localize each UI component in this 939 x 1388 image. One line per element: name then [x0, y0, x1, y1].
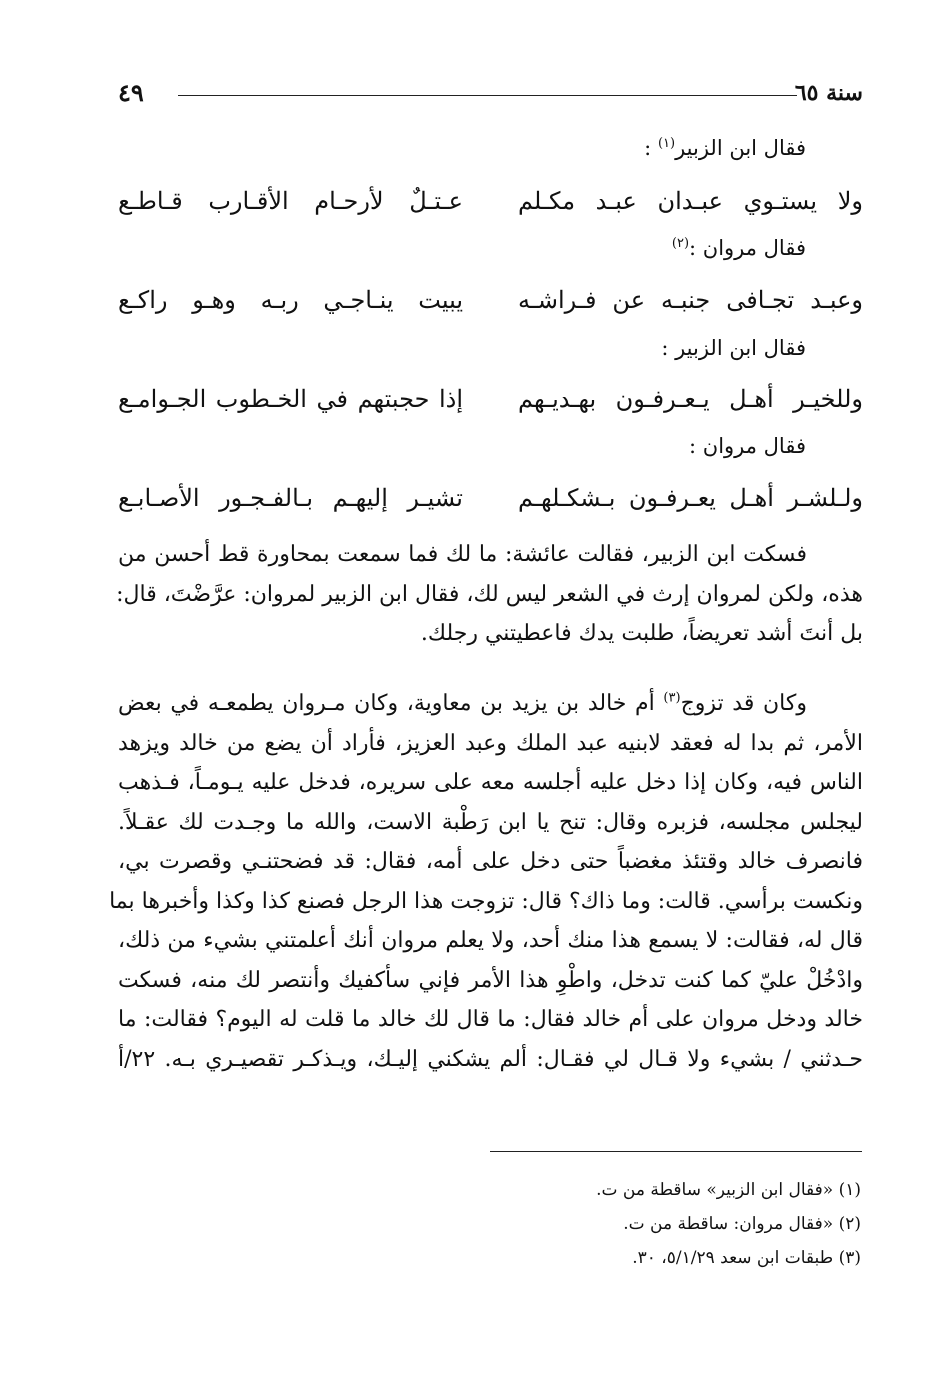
manuscript-folio-marker: ٢٢/أ: [118, 1046, 156, 1072]
footnote-ref: (٢): [671, 236, 690, 251]
footnote-rule: [490, 1151, 862, 1152]
footnote: (٢) «فقال مروان: ساقطة من ت.: [623, 1214, 861, 1234]
text-line: فانصرف خالد وقتئذ مغضباً حتى دخل على أمه، فقال: قد فضحتنـي وقصرت بي،: [118, 849, 863, 874]
speaker-line: فقال مروان :: [689, 434, 806, 458]
verse-line: [118, 187, 863, 231]
header-rule: [178, 95, 797, 96]
second-hemistich: تشيـر إليهـم بـالفـجـور الأصـابـع: [118, 484, 463, 512]
verse-line: [118, 286, 863, 330]
speaker-line: فقال مروان :$^{(٢)}$: [671, 236, 806, 260]
text-line: ونكست برأسي. قالت: وما ذاك؟ قال: تزوجت هذا الرجل فصنع كذا وكذا وأخبرها بما: [109, 888, 863, 914]
text-line: فسكت ابن الزبير، فقالت عائشة: ما لك فما سمعت بمحاورة قط أحسن من: [118, 542, 807, 567]
text-line: قال له، فقالت: لا يسمع هذا منك أحد، ولا يعلم مروان أنك أعلمتني بشيء من ذلك،: [118, 928, 863, 953]
footnote-ref: (١): [657, 136, 676, 151]
second-hemistich: يبيت ينـاجـي ربـه وهـو راكـع: [118, 286, 463, 314]
page-number: ٤٩: [118, 78, 144, 107]
text-line: حـدثني / بشيء ولا قـال لي فقـال: ألم يشكني إليـك، ويـذكـر تقصيـري بـه. ٢٢/أ: [118, 1040, 863, 1080]
text-line: وادْخُلْ عليّ كما كنت تدخل، واطْوِ هذا الأمر فإني سأكفيك وأنتصر لك منه، فسكت: [118, 967, 863, 993]
footnote-ref: (٣): [663, 690, 681, 706]
footnote: (٣) طبقات ابن سعد ٥/١/٢٩، ٣٠.: [632, 1248, 861, 1268]
text-line: وكان قد تزوج$^{(٣)}$ أم خالد بن يزيد بن معاوية، وكان مـروان يطمعـه في بعض: [118, 690, 807, 716]
paragraph: [109, 684, 863, 1079]
first-hemistich: وعبـد تجـافى جنبـه عن فـراشـه: [518, 286, 863, 314]
text-line: الأمر، ثم بدا له فعقد لابنيه عبد الملك وعبد العزيز، فأراد أن يضع من خالد ويزهد: [118, 730, 863, 756]
text-line: هذه، ولكن لمروان إرث في الشعر ليس لك، فقال ابن الزبير لمروان: عرَّضْتَ، قال:: [116, 581, 863, 607]
paragraph: [118, 535, 863, 654]
text-line: الناس فيه، وكان إذا دخل عليه أجلسه معه على سريره، فدخل عليه يـومـاً، فـذهب: [118, 770, 863, 795]
verse-line: [118, 385, 863, 429]
footnote: (١) «فقال ابن الزبير» ساقطة من ت.: [596, 1180, 861, 1200]
second-hemistich: إذا حجبتهم في الخـطوب الجـوامـع: [118, 385, 463, 413]
first-hemistich: ولا يستـوي عبـدان عبـد مكـلم: [518, 187, 863, 215]
first-hemistich: ولـلشـر أهـل يعـرفـون بـشكـلهـم: [518, 484, 863, 512]
verse-line: [118, 484, 863, 528]
text-line: بل أنتَ أشد تعريضاً، طلبت يدك فاعطيتني رجلك.: [420, 621, 863, 646]
text-line: خالد ودخل مروان على أم خالد فقال: ما قال لك خالد ما قلت له اليوم؟ فقالت: ما: [118, 1007, 863, 1032]
page-header: [118, 78, 863, 112]
speaker-line: فقال ابن الزبير$^{(١)}$ :: [644, 136, 806, 160]
first-hemistich: وللخيـر أهـل يـعـرفـون بهـديـهم: [518, 385, 863, 413]
text-line: ليجلس مجلسه، فزبره وقال: تنح يا ابن رَطْبة الاست، والله ما وجـدت لك عقـلاً.: [118, 809, 863, 835]
second-hemistich: عـتـلٌ لأرحـام الأقـارب قـاطـع: [118, 187, 463, 215]
running-head-year: سنة ٦٥: [794, 80, 863, 106]
speaker-line: فقال ابن الزبير :: [661, 336, 806, 360]
